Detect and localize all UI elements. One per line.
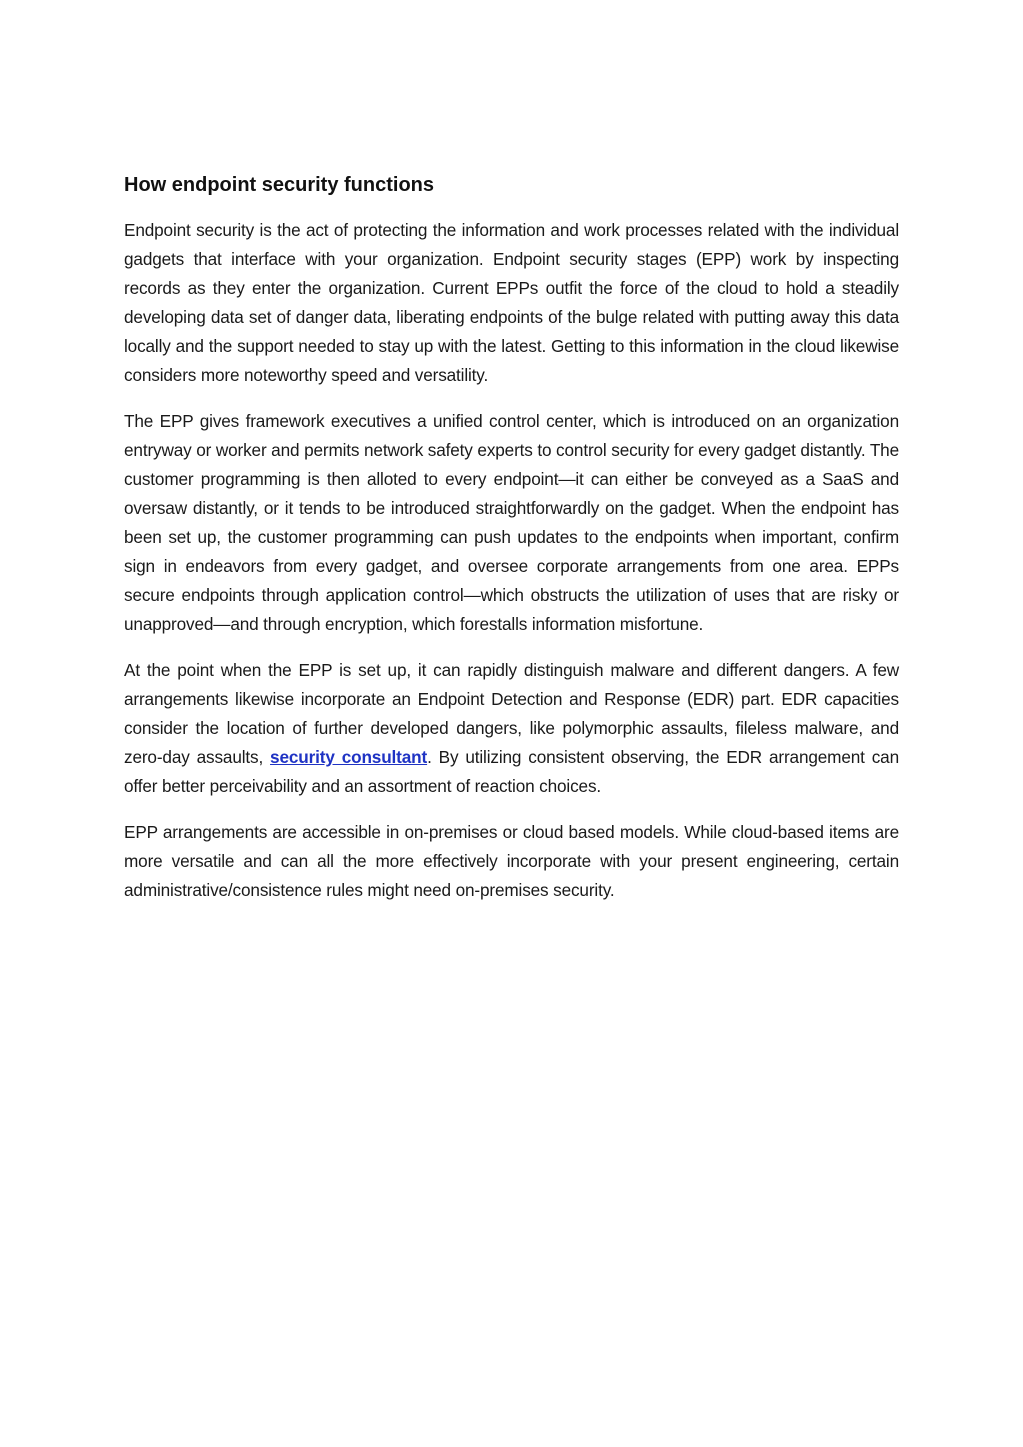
security-consultant-link[interactable]: security consultant [270,747,428,767]
paragraph-3-text-before-link: At the point when the EPP is set up, it can rapidly distinguish malware and different dangers. A few arrangements likewise incorporate an Endpoint Detection and Response (EDR) part. EDR capacities consider the location of further developed dangers, like polymorphic assaults, fileless malware, and zero-day assaults, [124,660,899,767]
paragraph-2: The EPP gives framework executives a unified control center, which is introduced on an organization entryway or worker and permits network safety experts to control security for every gadget distantly. The customer programming is then alloted to every endpoint—it can either be conveyed as a SaaS and oversaw distantly, or it tends to be introduced straightforwardly on the gadget. When the endpoint has been set up, the customer programming can push updates to the endpoints when important, confirm sign in endeavors from every gadget, and oversee corporate arrangements from one area. EPPs secure endpoints through application control—which obstructs the utilization of uses that are risky or unapproved—and through encryption, which forestalls information misfortune. [124,411,899,634]
paragraph-1: Endpoint security is the act of protecting the information and work processes related with the individual gadgets that interface with your organization. Endpoint security stages (EPP) work by inspecting records as they enter the organization. Current EPPs outfit the force of the cloud to hold a steadily developing data set of danger data, liberating endpoints of the bulge related with putting away this data locally and the support needed to stay up with the latest. Getting to this information in the cloud likewise considers more noteworthy speed and versatility. [124,220,899,385]
paragraph-3 [124,656,899,801]
page-title: How endpoint security functions [124,174,435,196]
paragraph-3-text-after-link: . By utilizing consistent observing, the EDR arrangement can offer better perceivability and an assortment of reaction choices. [124,747,899,796]
document-page [124,170,899,922]
paragraph-4: EPP arrangements are accessible in on-premises or cloud based models. While cloud-based items are more versatile and can all the more effectively incorporate with your present engineering, certain administrative/consistence rules might need on-premises security. [124,822,899,900]
